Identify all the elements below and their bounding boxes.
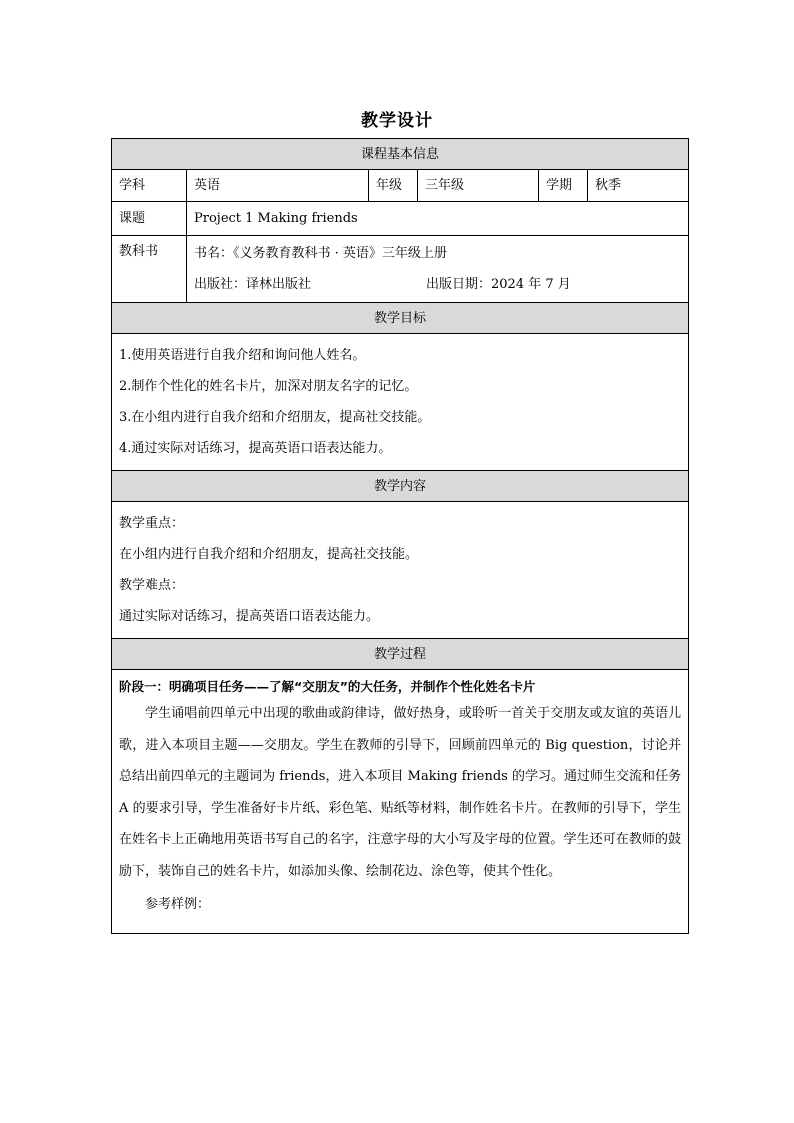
objective-item: 1.使用英语进行自我介绍和询问他人姓名。 bbox=[119, 348, 366, 363]
lesson-plan-table bbox=[111, 138, 689, 934]
section-header-content: 教学内容 bbox=[112, 471, 689, 502]
section-header-process: 教学过程 bbox=[112, 639, 689, 670]
section-header-basic-info: 课程基本信息 bbox=[112, 139, 689, 170]
textbook-info bbox=[187, 236, 689, 303]
book-name: 书名：《义务教育教科书 · 英语》三年级上册 bbox=[194, 246, 447, 261]
term-label: 学期 bbox=[539, 170, 588, 202]
objective-item: 4.通过实际对话练习，提高英语口语表达能力。 bbox=[119, 441, 392, 456]
process-body bbox=[112, 670, 689, 934]
stage-paragraph: 学生诵唱前四单元中出现的歌曲或韵律诗，做好热身，或聆听一首关于交朋友或友谊的英语儿歌，进入本项目主题——交朋友。学生在教师的引导下，回顾前四单元的 Big question，讨论并总结出前四单元的主题词为 friends，进入本项目 Making friends 的学习。通过师生交流和任务 A 的要求引导，学生准备好卡片纸、彩色笔、贴纸等材料，制作姓名卡片。在教师的引导下，学生在姓名卡上正确地用英语书写自己的名字，注意字母的大小写及字母的位置。学生还可在教师的鼓励下，装饰自己的姓名卡片，如添加头像、绘制花边、涂色等，使其个性化。 bbox=[119, 706, 682, 879]
publication-line bbox=[194, 269, 688, 300]
textbook-label: 教科书 bbox=[112, 236, 187, 303]
topic-value: Project 1 Making friends bbox=[187, 202, 689, 236]
reference-example-label: 参考样例： bbox=[145, 897, 211, 912]
grade-label: 年级 bbox=[369, 170, 418, 202]
content-list bbox=[112, 502, 689, 639]
document-title: 教学设计 bbox=[361, 111, 433, 131]
difficulty-text: 通过实际对话练习，提高英语口语表达能力。 bbox=[119, 609, 380, 624]
stage-title: 阶段一：明确项目任务——了解“交朋友”的大任务，并制作个性化姓名卡片 bbox=[119, 679, 536, 694]
publisher: 出版社：译林出版社 bbox=[194, 277, 312, 292]
section-header-objectives: 教学目标 bbox=[112, 303, 689, 334]
term-value: 秋季 bbox=[588, 170, 689, 202]
key-point-label: 教学重点： bbox=[119, 516, 185, 531]
topic-label: 课题 bbox=[112, 202, 187, 236]
subject-value: 英语 bbox=[187, 170, 369, 202]
subject-label: 学科 bbox=[112, 170, 187, 202]
difficulty-label: 教学难点： bbox=[119, 578, 185, 593]
objectives-list bbox=[112, 334, 689, 471]
grade-value: 三年级 bbox=[418, 170, 539, 202]
publish-date: 出版日期：2024 年 7 月 bbox=[426, 277, 571, 292]
objective-item: 2.制作个性化的姓名卡片，加深对朋友名字的记忆。 bbox=[119, 379, 418, 394]
objective-item: 3.在小组内进行自我介绍和介绍朋友，提高社交技能。 bbox=[119, 410, 431, 425]
key-point-text: 在小组内进行自我介绍和介绍朋友，提高社交技能。 bbox=[119, 547, 419, 562]
